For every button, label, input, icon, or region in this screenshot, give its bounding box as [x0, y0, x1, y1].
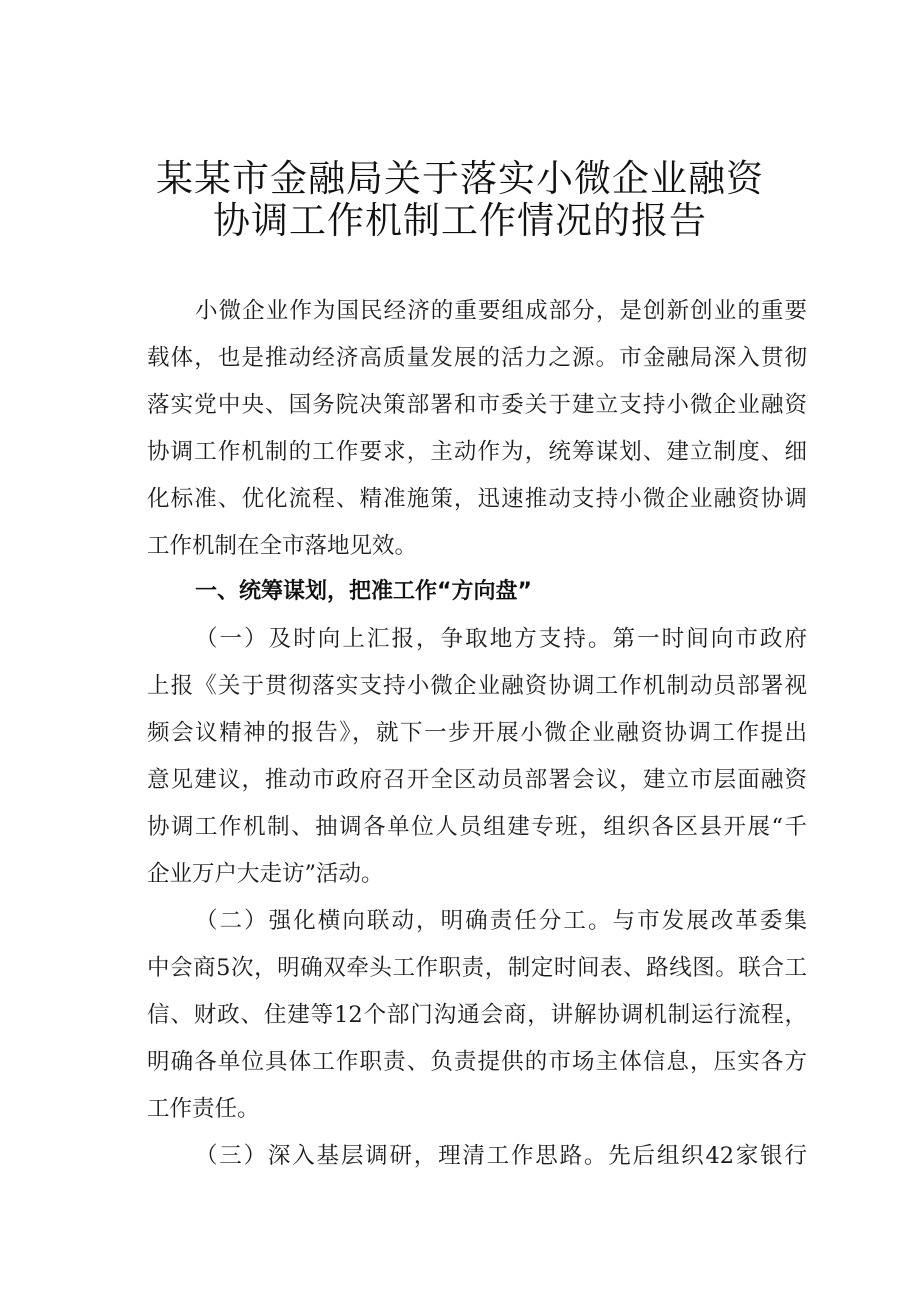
item-3-line-1: （三）深入基层调研，理清工作思路。先后组织42家银行: [195, 1143, 807, 1169]
item-2-line-4: 明确各单位具体工作职责、负责提供的市场主体信息，压实各方: [147, 1049, 807, 1075]
section-heading-1: 一、统筹谋划，把准工作“方向盘”: [195, 579, 532, 604]
intro-line-5: 化标准、优化流程、精准施策，迅速推动支持小微企业融资协调: [147, 486, 807, 512]
intro-line-2: 载体，也是推动经济高质量发展的活力之源。市金融局深入贯彻: [147, 345, 807, 371]
item-1-line-3: 频会议精神的报告》，就下一步开展小微企业融资协调工作提出: [147, 720, 807, 746]
item-1-line-2: 上报《关于贯彻落实支持小微企业融资协调工作机制动员部署视: [147, 673, 807, 699]
item-2-line-5: 工作责任。: [147, 1096, 260, 1122]
item-2-line-3: 信、财政、住建等12个部门沟通会商，讲解协调机制运行流程，: [147, 1002, 807, 1028]
intro-line-1: 小微企业作为国民经济的重要组成部分，是创新创业的重要: [195, 298, 807, 324]
document-title-line-2: 协调工作机制工作情况的报告: [213, 199, 707, 242]
item-1-line-1: （一）及时向上汇报，争取地方支持。第一时间向市政府: [195, 626, 807, 652]
document-title-line-1: 某某市金融局关于落实小微企业融资: [156, 157, 764, 200]
item-1-line-6: 企业万户大走访”活动。: [147, 861, 384, 887]
item-2-line-2: 中会商5次，明确双牵头工作职责，制定时间表、路线图。联合工: [147, 955, 807, 981]
item-1-line-5: 协调工作机制、抽调各单位人员组建专班，组织各区县开展“千: [147, 814, 807, 840]
item-1-line-4: 意见建议，推动市政府召开全区动员部署会议，建立市层面融资: [147, 767, 807, 793]
intro-line-3: 落实党中央、国务院决策部署和市委关于建立支持小微企业融资: [147, 392, 807, 418]
intro-line-6: 工作机制在全市落地见效。: [147, 533, 418, 559]
intro-line-4: 协调工作机制的工作要求，主动作为，统筹谋划、建立制度、细: [147, 439, 807, 465]
item-2-line-1: （二）强化横向联动，明确责任分工。与市发展改革委集: [195, 908, 807, 934]
